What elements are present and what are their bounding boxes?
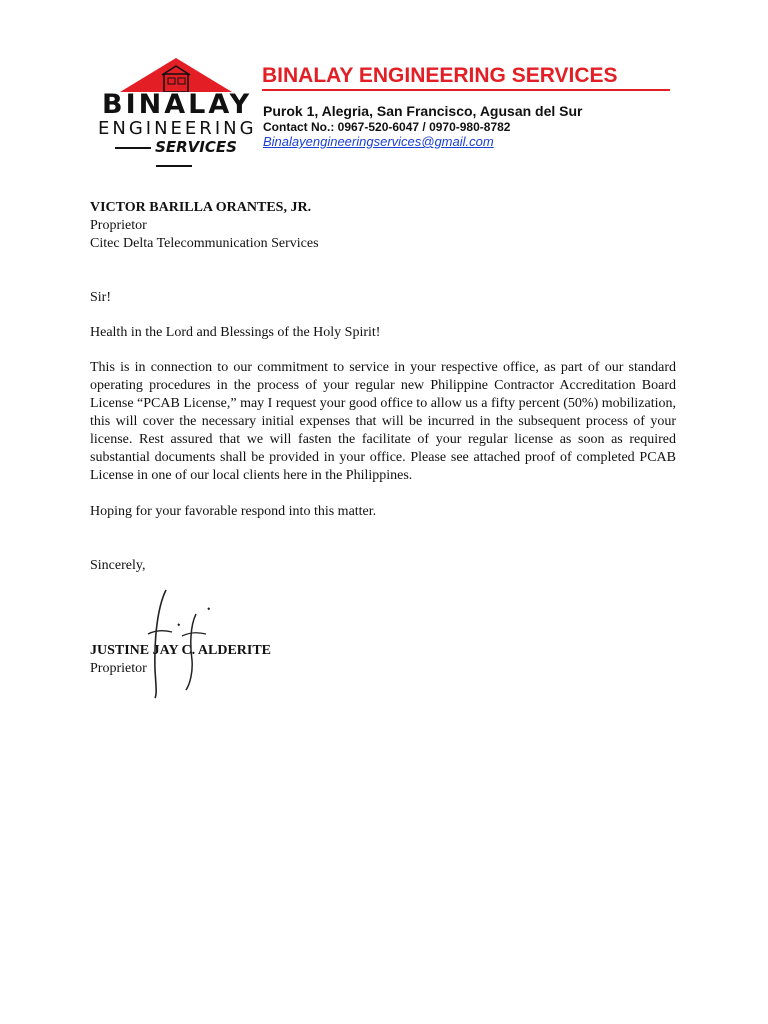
logo-text-engineering: ENGINEERING — [98, 118, 257, 139]
sender-title: Proprietor — [90, 661, 147, 676]
valediction: Sincerely, — [90, 558, 146, 573]
house-roof-icon — [120, 58, 232, 92]
recipient-title: Proprietor — [90, 218, 147, 233]
recipient-company: Citec Delta Telecommunication Services — [90, 236, 319, 251]
greeting: Health in the Lord and Blessings of the Holy Spirit! — [90, 325, 381, 340]
sender-name: JUSTINE JAY C. ALDERITE — [90, 643, 272, 658]
company-name: BINALAY ENGINEERING SERVICES — [262, 64, 618, 87]
company-address: Purok 1, Alegria, San Francisco, Agusan del Sur — [263, 103, 583, 119]
closing-line: Hoping for your favorable respond into this matter. — [90, 504, 377, 519]
logo-text-binalay: BINALAY — [102, 89, 253, 120]
salutation: Sir! — [90, 290, 111, 305]
company-email-link[interactable]: Binalayengineeringservices@gmail.com — [263, 134, 494, 149]
recipient-name: VICTOR BARILLA ORANTES, JR. — [90, 200, 312, 215]
header-rule — [262, 89, 670, 91]
company-contact: Contact No.: 0967-520-6047 / 0970-980-8782 — [263, 120, 511, 134]
company-logo — [96, 58, 256, 158]
letter-body-paragraph: This is in connection to our commitment to service in your respective office, as part of our standard operating procedures in the process of your regular new Philippine Contractor Accreditation Board License “PCAB License,” may I request your good office to allow us a fifty percent (50%) mobilization, this will cover the necessary initial expenses that will be incurred in the subsequent process of your license. Rest assured that we will fasten the facilitate of your regular license as soon as required substantial documents shall be provided in your office. Please see attached proof of completed PCAB License in one of our local clients here in the Philippines. — [90, 360, 677, 483]
logo-text-services: SERVICES — [96, 138, 252, 174]
